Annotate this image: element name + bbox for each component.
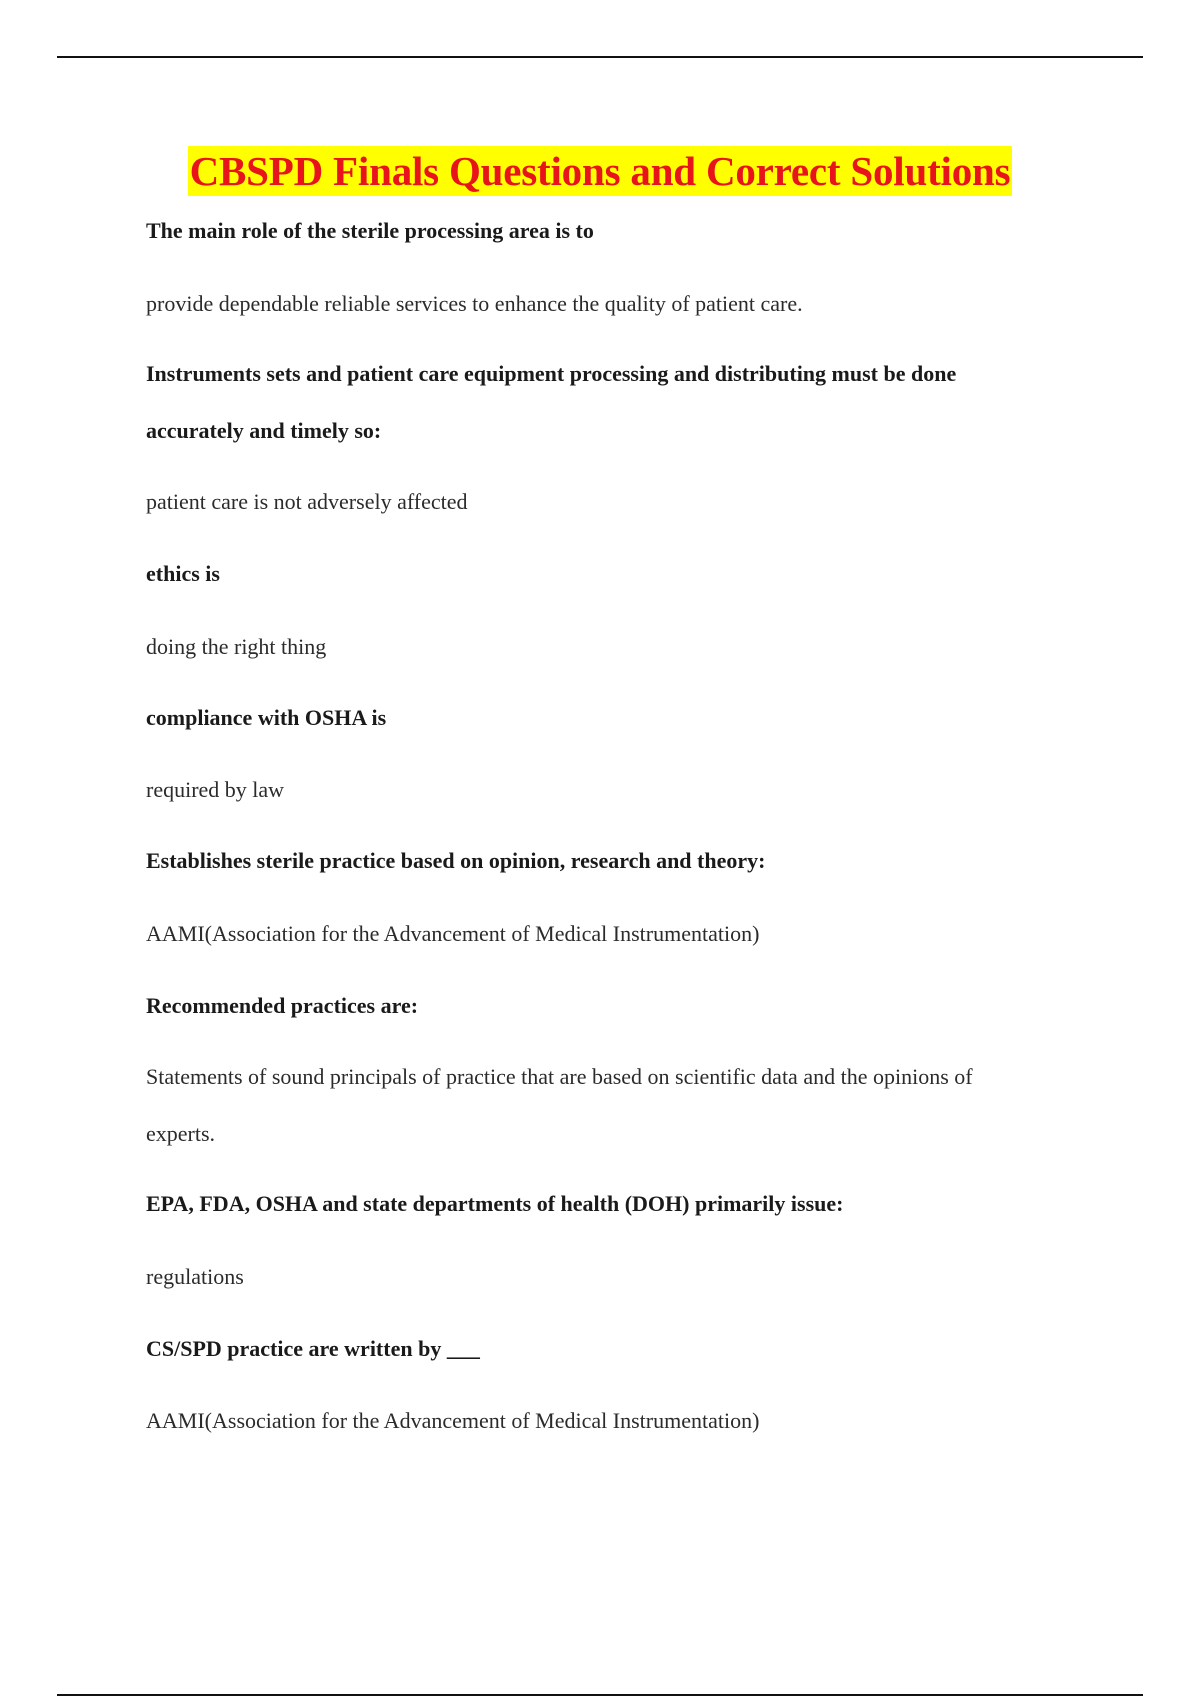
footer-rule bbox=[57, 1694, 1143, 1696]
question-text: EPA, FDA, OSHA and state departments of health (DOH) primarily issue: bbox=[146, 1191, 844, 1216]
question-text: Establishes sterile practice based on opinion, research and theory: bbox=[146, 848, 766, 873]
question-text: ethics is bbox=[146, 561, 220, 586]
question-text: CS/SPD practice are written by ___ bbox=[146, 1336, 480, 1361]
answer-text: patient care is not adversely affected bbox=[146, 489, 468, 514]
header-rule bbox=[57, 56, 1143, 58]
answer-text: provide dependable reliable services to enhance the quality of patient care. bbox=[146, 291, 803, 316]
answer-text: experts. bbox=[146, 1121, 216, 1146]
question-text: accurately and timely so: bbox=[146, 418, 382, 443]
title-block bbox=[0, 146, 1200, 196]
question-text: Recommended practices are: bbox=[146, 993, 419, 1018]
answer-text: doing the right thing bbox=[146, 634, 327, 659]
answer-text: required by law bbox=[146, 777, 285, 802]
document-title: CBSPD Finals Questions and Correct Solutions bbox=[189, 148, 1011, 194]
answer-text: regulations bbox=[146, 1264, 244, 1289]
question-text: The main role of the sterile processing area is to bbox=[146, 218, 594, 243]
question-text: compliance with OSHA is bbox=[146, 705, 387, 730]
answer-text: Statements of sound principals of practice that are based on scientific data and the opinions of bbox=[146, 1064, 973, 1089]
answer-text: AAMI(Association for the Advancement of Medical Instrumentation) bbox=[146, 1408, 760, 1433]
answer-text: AAMI(Association for the Advancement of Medical Instrumentation) bbox=[146, 921, 760, 946]
question-text: Instruments sets and patient care equipment processing and distributing must be done bbox=[146, 361, 957, 386]
